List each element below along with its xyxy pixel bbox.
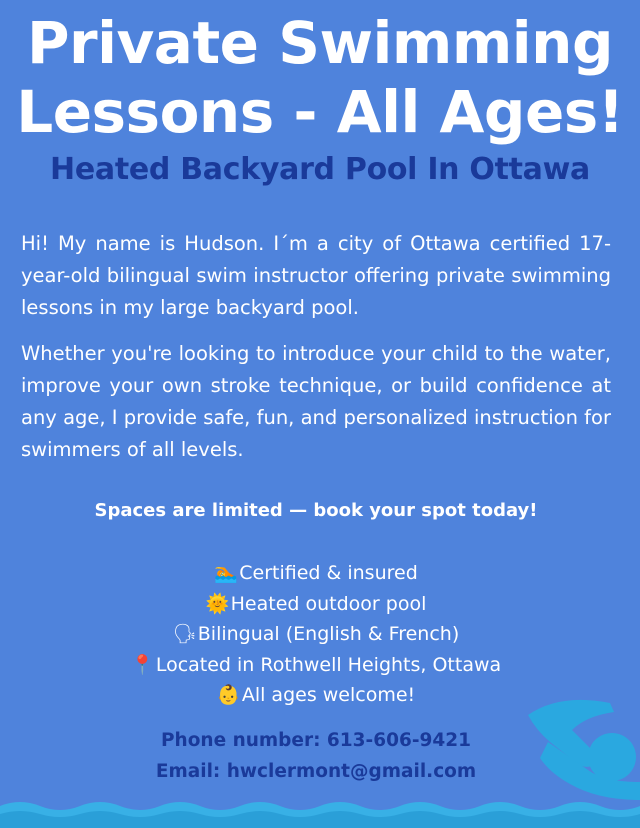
- feature-text: All ages welcome!: [241, 684, 416, 706]
- feature-item-certified: [0, 558, 632, 589]
- subtitle: Heated Backyard Pool In Ottawa: [50, 152, 590, 187]
- feature-item-heated: [0, 589, 632, 620]
- feature-item-all-ages: [0, 680, 632, 711]
- feature-list: [0, 558, 632, 711]
- description-paragraph: Whether you're looking to introduce your child to the water, improve your own stroke technique, or build confidence at any age, I provide safe, fun, and personalized instruction for swimmers of all levels.: [21, 342, 611, 461]
- speaking-head-icon: 🗣: [172, 623, 197, 645]
- page-title-line-2: Lessons - All Ages!: [16, 78, 624, 146]
- pin-icon: 📍: [130, 653, 155, 676]
- water-wave-highlight: [0, 811, 640, 828]
- feature-text: Certified & insured: [239, 562, 418, 584]
- sun-icon: 🌞: [205, 592, 230, 615]
- feature-item-bilingual: [0, 619, 632, 650]
- email-address[interactable]: Email: hwclermont@gmail.com: [155, 761, 477, 782]
- feature-text: Located in Rothwell Heights, Ottawa: [155, 653, 502, 676]
- swimmer-icon: 🏊: [214, 562, 238, 584]
- intro-paragraph: Hi! My name is Hudson. I´m a city of Ottawa certified 17-year-old bilingual swim instructor offering private swimming lessons in my large backyard pool.: [21, 232, 611, 319]
- phone-number[interactable]: Phone number: 613-606-9421: [160, 730, 472, 751]
- feature-text: Bilingual (English & French): [197, 623, 460, 645]
- baby-icon: 👶: [216, 684, 241, 706]
- feature-item-location: [0, 650, 632, 681]
- page-title-line-1: Private Swimming: [27, 9, 613, 77]
- water-wave-shape: [0, 802, 640, 828]
- feature-text: Heated outdoor pool: [230, 592, 427, 615]
- call-to-action: Spaces are limited — book your spot today!: [94, 500, 538, 521]
